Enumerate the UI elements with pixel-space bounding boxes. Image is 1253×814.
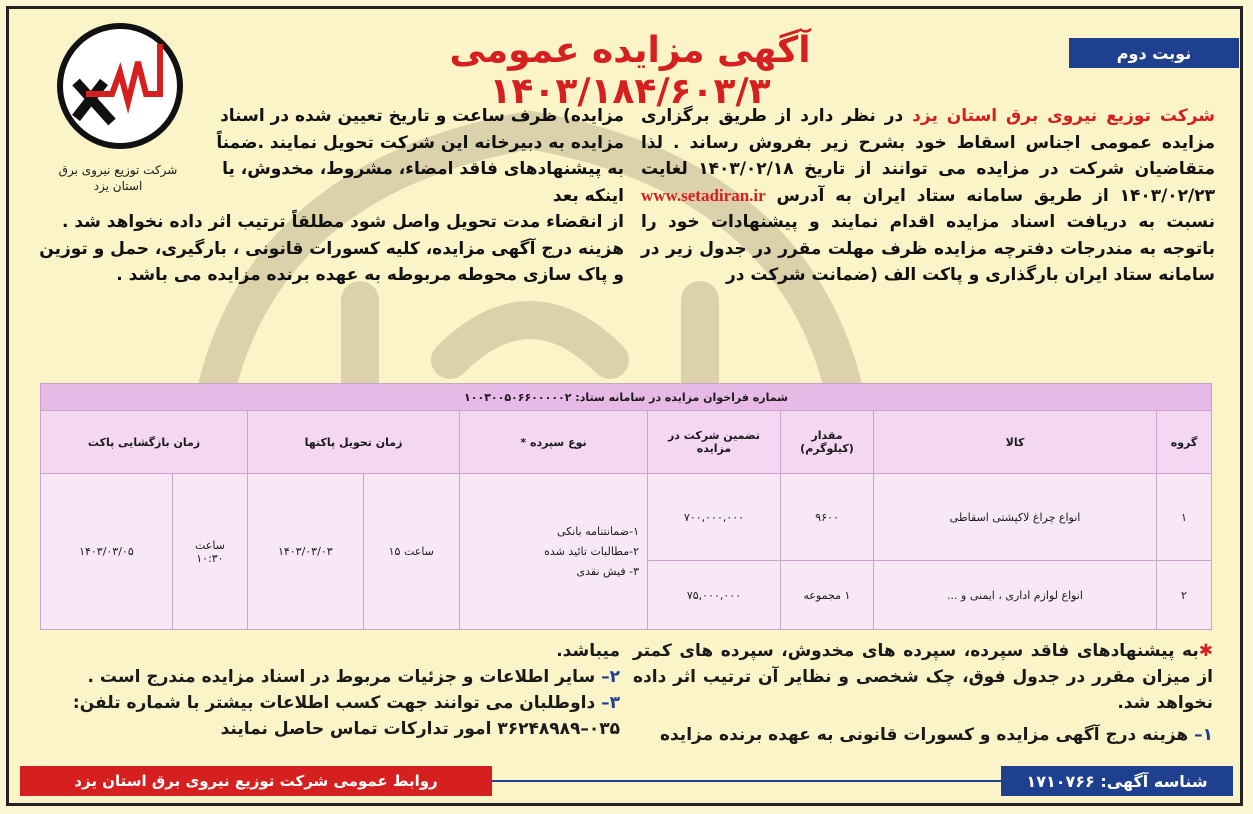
star-note: [633, 638, 1213, 716]
auction-table: [40, 383, 1212, 630]
deposit-line: ۱-ضمانتنامه بانکی: [557, 524, 639, 538]
intro-left-bottom: از انقضاء مدت تحویل واصل شود مطلقاً ترتیب اثر داده نخواهد شد . هزینه درج آگهی مزایده، کلیه کسورات قانونی ، بارگیری، حمل و توزین و پاک سازی محوطه مربوطه به عهده برنده مزایده می باشد .: [39, 212, 624, 285]
delivery-date: ۱۴۰۳/۰۳/۰۳: [248, 474, 363, 630]
note-2-number: ۲–: [601, 667, 620, 687]
table-row: [41, 474, 1212, 561]
opening-time-value: ۱۰:۳۰: [196, 551, 224, 565]
note-1-continued: میباشد.: [556, 641, 620, 661]
row2-item: انواع لوازم اداری ، ایمنی و ...: [874, 561, 1157, 630]
intro-paragraph: [641, 103, 1215, 289]
header-delivery: زمان تحویل پاکتها: [248, 411, 460, 474]
page-title: آگهی مزایده عمومی ۱۴۰۳/۱۸۴/۶۰۳/۳: [449, 30, 811, 112]
ad-id-bar: شناسه آگهی: ۱۷۱۰۷۶۶: [1001, 766, 1233, 796]
deposit-line: ۲-مطالبات تائید شده: [544, 544, 639, 558]
company-name: شرکت توزیع نیروی برق استان یزد: [912, 106, 1216, 126]
star-note-text: به پیشنهادهای فاقد سپرده، سپرده های مخدوش، سپرده های کمتر از میزان مقرر در جدول فوق، چک شخصی و نظایر آن ترتیب اثر داده نخواهد شد.: [633, 641, 1213, 713]
header-item: کالا: [874, 411, 1157, 474]
note-1-text: هزینه درج آگهی مزایده و کسورات قانونی به عهده برنده مزایده: [659, 725, 1195, 745]
intro-paragraph-continued: [36, 103, 624, 363]
notes-right: [633, 638, 1213, 748]
delivery-time: ساعت ۱۵: [363, 474, 459, 630]
row2-qty: ۱ مجموعه: [781, 561, 874, 630]
row1-guarantee: ۷۰۰,۰۰۰,۰۰۰: [648, 474, 781, 561]
opening-time: [172, 474, 247, 630]
logo-caption-line1: شرکت توزیع نیروی برق: [58, 163, 178, 177]
intro-text-2: نسبت به دریافت اسناد مزایده اقدام نمایند و پیشنهادات خود را باتوجه به مندرجات دفترچه مزایده ظرف مهلت مقرر در جدول زیر در سامانه ستاد ایران بارگذاری و پاکت الف (ضمانت شرکت در: [641, 212, 1215, 285]
publisher-bar: روابط عمومی شرکت توزیع نیروی برق استان یزد: [20, 766, 492, 796]
note-2-text: سایر اطلاعات و جزئیات مربوط در اسناد مزایده مندرج است .: [87, 667, 602, 687]
row1-item: انواع چراغ لاکپشتی اسقاطی: [874, 474, 1157, 561]
row1-qty: ۹۶۰۰: [781, 474, 874, 561]
note-3-number: ۳–: [601, 693, 620, 713]
note-3: [40, 690, 620, 742]
asterisk-icon: ✱: [1198, 641, 1213, 661]
header-opening: زمان بازگشایی پاکت: [41, 411, 248, 474]
notes-left: [40, 638, 620, 742]
deposit-line: ۳- فیش نقدی: [576, 564, 639, 578]
row2-group: ۲: [1157, 561, 1212, 630]
setadiran-link[interactable]: www.setadiran.ir: [641, 185, 766, 205]
footer-divider: [492, 780, 1001, 782]
header-group: گروه: [1157, 411, 1212, 474]
note-1: [633, 722, 1213, 748]
note-3-text: داوطلبان می توانند جهت کسب اطلاعات بیشتر با شماره تلفن: ۰۳۵–۳۶۲۴۸۹۸۹ امور تدارکات تماس حاصل نمایند: [72, 693, 620, 739]
deposit-types: [460, 474, 648, 630]
header-deposit-type: نوع سپرده *: [460, 411, 648, 474]
header-guarantee: تضمین شرکت در مزایده: [648, 411, 781, 474]
intro-text-1: در نظر دارد از طریق برگزاری مزایده عمومی اجناس اسقاط خود بشرح زیر بفروش رساند . لذا متقاضیان شرکت در مزایده می توانند از تاریخ ۱۴۰۳/۰۲/۱۸ لغایت ۱۴۰۳/۰۲/۲۳ از طریق سامانه ستاد ایران به آدرس: [641, 106, 1215, 206]
round-badge: نوبت دوم: [1069, 38, 1239, 68]
note-1-number: ۱–: [1194, 725, 1213, 745]
table-caption: شماره فراخوان مزایده در سامانه ستاد: ۱۰۰۳۰۰۵۰۶۶۰۰۰۰۰۲: [41, 384, 1212, 411]
intro-left-top: مزایده) ظرف ساعت و تاریخ تعیین شده در اسناد مزایده به دبیرخانه این شرکت تحویل نمایند .ضمناً به پیشنهادهای فاقد امضاء، مشروط، مخدوش، یا اینکه بعد: [216, 106, 624, 206]
note-2: [40, 664, 620, 690]
opening-time-label: ساعت: [194, 538, 225, 552]
header-qty: مقدار (کیلوگرم): [781, 411, 874, 474]
row2-guarantee: ۷۵,۰۰۰,۰۰۰: [648, 561, 781, 630]
row1-group: ۱: [1157, 474, 1212, 561]
opening-date: ۱۴۰۳/۰۳/۰۵: [41, 474, 173, 630]
logo-caption-line2: استان یزد: [93, 179, 143, 193]
